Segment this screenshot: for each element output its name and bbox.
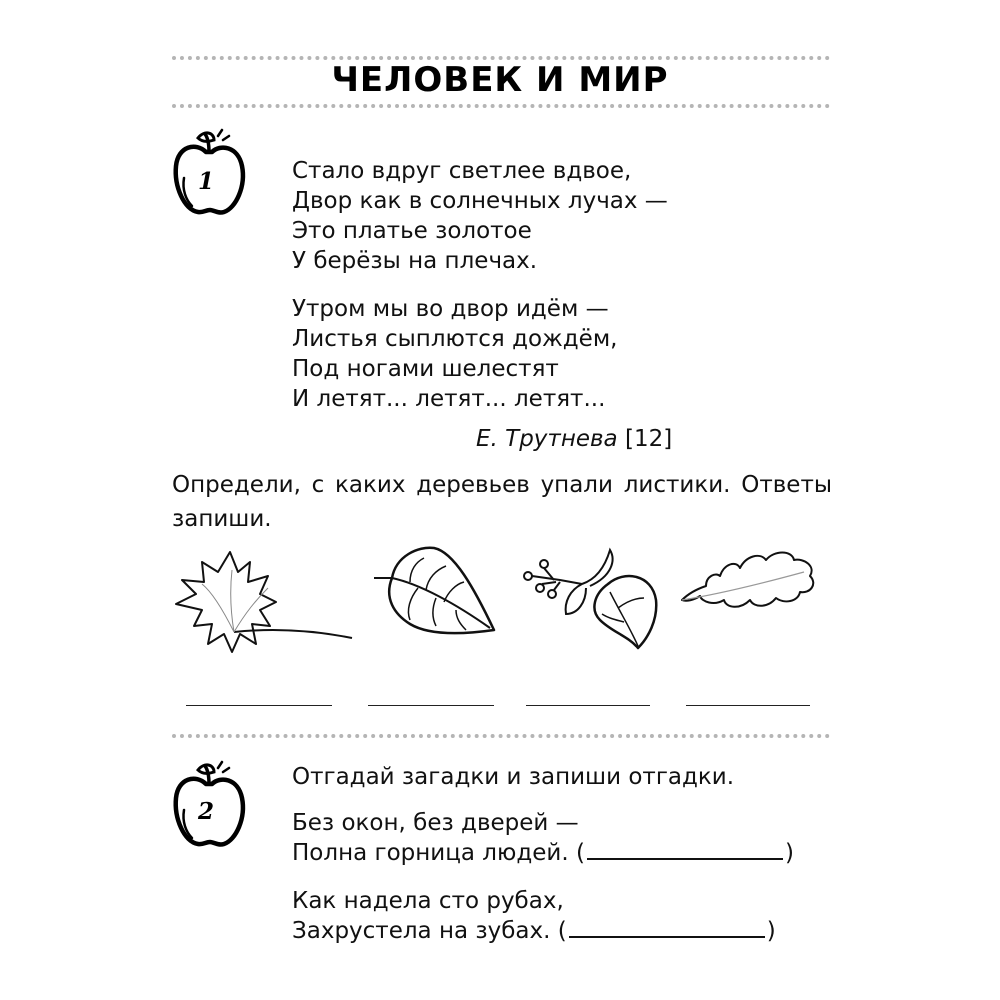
riddle-text: Захрустела на зубах. [292, 918, 551, 944]
poem-stanza-2 [292, 294, 618, 414]
open-paren: ( [557, 918, 567, 944]
riddle-2 [292, 886, 776, 946]
poem-line: Утром мы во двор идём — [292, 296, 609, 322]
section-dotted-divider [172, 734, 830, 738]
author-name: Е. Трутнева [476, 426, 618, 452]
poem-line: Под ногами шелестят [292, 356, 559, 382]
answer-line-oak[interactable] [686, 705, 810, 706]
answer-line-maple[interactable] [186, 705, 332, 706]
riddle-text: Полна горница людей. [292, 840, 569, 866]
maple-leaf-icon [172, 548, 357, 666]
task-2-badge [170, 760, 250, 852]
answer-line-birch[interactable] [368, 705, 494, 706]
task-1-instruction: Определи, с каких деревьев упали листики. Ответы запиши. [172, 472, 832, 532]
poem-line: И летят... летят... летят... [292, 386, 606, 412]
poem-line: Листья сыплются дождём, [292, 326, 618, 352]
poem-stanza-1 [292, 156, 668, 276]
poem-author [476, 426, 672, 452]
linden-leaf-icon [520, 542, 660, 652]
riddle-1-answer-blank[interactable] [587, 838, 783, 860]
riddle-line: Как надела сто рубах, [292, 888, 564, 914]
answer-line-linden[interactable] [526, 705, 650, 706]
poem-line: У берёзы на плечах. [292, 248, 538, 274]
riddle-line [292, 838, 794, 868]
poem-line: Двор как в солнечных лучах — [292, 188, 668, 214]
poem-line: Стало вдруг светлее вдвое, [292, 158, 632, 184]
riddle-line [292, 916, 776, 946]
open-paren: ( [576, 840, 585, 866]
title-dotted-divider [172, 104, 830, 108]
task-2-instruction [292, 762, 734, 792]
task-2-number: 2 [197, 798, 214, 825]
riddle-1 [292, 808, 794, 868]
close-paren: ) [784, 840, 794, 866]
task-1-number: 1 [197, 168, 214, 195]
task-2-instruction-text: Отгадай загадки и запиши отгадки. [292, 764, 735, 790]
author-reference: [12] [624, 426, 673, 452]
close-paren: ) [766, 918, 776, 944]
riddle-line: Без окон, без дверей — [292, 810, 579, 836]
page-title: ЧЕЛОВЕК И МИР [331, 60, 669, 100]
riddle-2-answer-blank[interactable] [569, 916, 765, 938]
poem-line: Это платье золотое [292, 218, 532, 244]
oak-leaf-icon [680, 548, 820, 616]
task-1-badge [170, 128, 250, 220]
birch-leaf-icon [370, 544, 498, 640]
